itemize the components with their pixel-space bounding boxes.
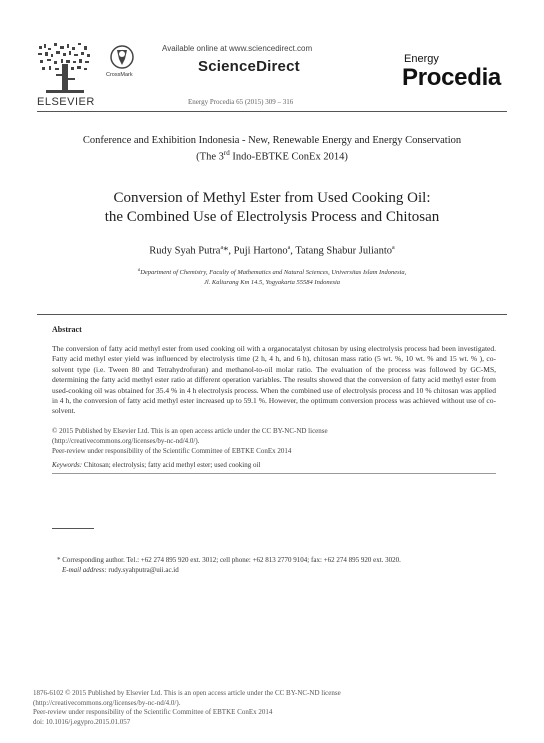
email-label: E-mail address: — [62, 565, 107, 574]
author-sup: a — [287, 245, 291, 251]
elsevier-tree-icon — [34, 40, 96, 96]
footnote-email-line — [57, 566, 497, 576]
affiliation-text: Department of Chemistry, Faculty of Mathematics and Natural Sciences, Universitas Islam Indonesia, — [140, 269, 407, 277]
copyright-line1: © 2015 Published by Elsevier Ltd. This is an open access article under the CC BY-NC-ND license — [52, 427, 328, 435]
elsevier-logo — [34, 40, 96, 96]
abstract-divider — [37, 314, 507, 315]
journal-reference: Energy Procedia 65 (2015) 309 – 316 — [188, 98, 294, 106]
conference-line2-pre: (The 3 — [196, 151, 224, 163]
abstract-heading: Abstract — [52, 325, 82, 334]
conference-line2-sup: rd — [223, 149, 230, 157]
affiliation-line2: Jl. Kaliurang Km 14.5, Yogyakarta 55584 Indonesia — [203, 279, 341, 287]
keywords-label: Keywords: — [52, 461, 83, 469]
copyright-line3: Peer-review under responsibility of the Scientific Committee of EBTKE ConEx 2014 — [52, 447, 292, 455]
author-mark: , — [290, 245, 296, 257]
journal-brand-procedia: Procedia — [402, 64, 501, 91]
conference-line1: Conference and Exhibition Indonesia - New, Renewable Energy and Energy Conservation — [82, 135, 462, 146]
keywords-text: Chitosan; electrolysis; fatty acid methyl ester; used cooking oil — [82, 461, 261, 469]
header-divider — [37, 111, 507, 112]
crossmark-icon — [110, 45, 134, 71]
available-online-text: Available online at www.sciencedirect.com — [162, 44, 313, 53]
footer-doi[interactable]: doi: 10.1016/j.egypro.2015.01.057 — [33, 717, 131, 726]
affiliation-sup: a — [137, 268, 141, 273]
email-address[interactable]: rudy.syahputra@uii.ac.id — [106, 565, 179, 574]
conference-line2-post: Indo-EBTKE ConEx 2014) — [229, 151, 348, 163]
footer-license-link[interactable]: (http://creativecommons.org/licenses/by-nc-nd/4.0/). — [33, 698, 181, 707]
license-link[interactable]: (http://creativecommons.org/licenses/by-nc-nd/4.0/). — [52, 437, 200, 445]
author-sup: a — [220, 245, 224, 251]
footer-issn-line: 1876-6102 © 2015 Published by Elsevier Ltd. This is an open access article under the CC BY-NC-ND license — [33, 689, 341, 697]
footnote-divider — [52, 528, 94, 529]
affiliation-line1 — [90, 266, 454, 278]
author-name: Rudy Syah Putra — [149, 245, 221, 257]
crossmark-badge[interactable] — [110, 45, 134, 71]
paper-title — [40, 189, 504, 227]
crossmark-label: CrossMark — [106, 72, 133, 78]
paper-title-line1: Conversion of Methyl Ester from Used Cooking Oil: — [113, 190, 431, 206]
conference-heading — [40, 134, 504, 164]
keywords-divider — [52, 473, 496, 474]
conference-line2 — [40, 147, 504, 164]
corresponding-author-footnote — [57, 556, 497, 575]
author-name: Puji Hartono — [233, 245, 288, 257]
page-footer — [33, 689, 513, 727]
abstract-text: The conversion of fatty acid methyl ester from used cooking oil with a organocatalyst chitosan by using electrolysis process had been investigated. Fatty acid methyl ester yield was influenced by electrolysis time (2 h, 4 h, and 6 h), chitosan mass ratio (5 wt. %, 10 wt. % and 15 wt. % ), co-solvent type (i.e. Tween 80 and Tetrahydrofuran) and methanol-to-oil molar ratio. The evaluation of the process was followed by GC-MS, determining the fatty acid methyl ester ratio at different operation variables. The results showed that the conversion of fatty acid methyl ester from used-cooking oil was obtained for 35.4 % in 4 h electrolysis process. When the combined use of electrolysis process and 10 % chitosan was applied in 4 h, the conversion of fatty acid methyl ester increased up to 59.1 %. However, the optimum conversion process was achieved without use of co-solvent. — [52, 344, 496, 416]
keywords — [52, 461, 496, 469]
affiliation — [90, 266, 454, 288]
footnote-contact: * Corresponding author. Tel.: +62 274 895 920 ext. 3012; cell phone: +62 813 2770 9104; fax: +62 274 895 920 ext. 3020. — [57, 556, 401, 564]
copyright-notice — [52, 426, 496, 456]
author-sup: a — [392, 245, 395, 251]
author-mark: *, — [223, 245, 234, 257]
author-name: Tatang Shabur Julianto — [295, 245, 393, 257]
journal-brand-energy: Energy — [404, 53, 439, 65]
author-list — [40, 245, 504, 257]
paper-title-line2: the Combined Use of Electrolysis Process and Chitosan — [104, 209, 440, 225]
footer-peer-review: Peer-review under responsibility of the Scientific Committee of EBTKE ConEx 2014 — [33, 708, 273, 716]
elsevier-wordmark: ELSEVIER — [37, 96, 95, 108]
sciencedirect-title: ScienceDirect — [198, 58, 300, 75]
